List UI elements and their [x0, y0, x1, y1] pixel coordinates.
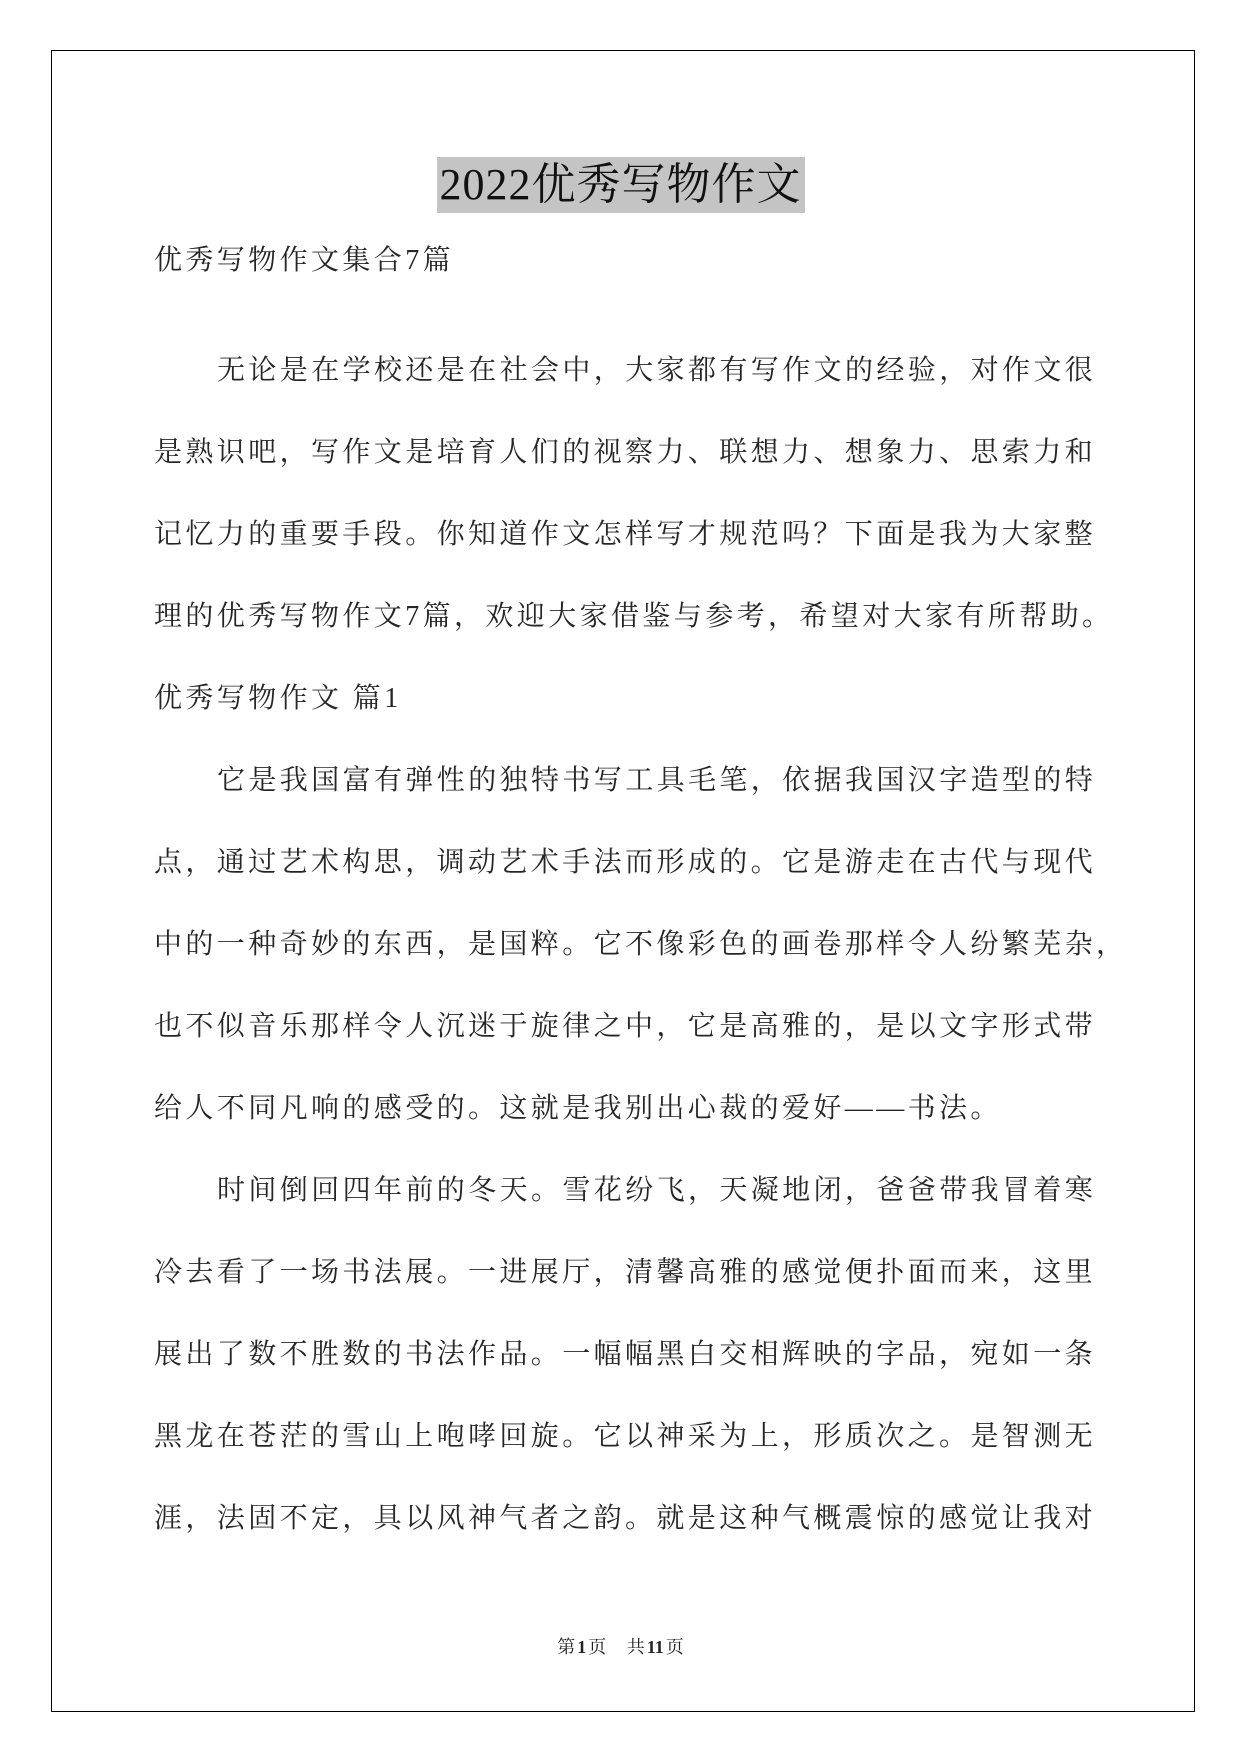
paragraph-line: 理的优秀写物作文7篇，欢迎大家借鉴与参考，希望对大家有所帮助。 — [154, 601, 1114, 632]
paragraph — [154, 1150, 1164, 1560]
paragraph-line: 也不似音乐那样令人沉迷于旋律之中，它是高雅的，是以文字形式带 — [154, 1011, 1097, 1042]
paragraph-line: 无论是在学校还是在社会中，大家都有写作文的经验，对作文很 — [217, 355, 1097, 386]
page-label-prefix: 第 — [557, 1637, 576, 1657]
total-label-suffix: 页 — [665, 1637, 684, 1657]
paragraph-line: 涯，法固不定，具以风神气者之韵。就是这种气概震惊的感觉让我对 — [154, 1503, 1097, 1534]
paragraph-line: 展出了数不胜数的书法作品。一幅幅黑白交相辉映的字品，宛如一条 — [154, 1339, 1097, 1370]
page-indicator — [557, 1637, 611, 1657]
paragraph-line: 记忆力的重要手段。你知道作文怎样写才规范吗？下面是我为大家整 — [154, 519, 1097, 550]
section-heading: 优秀写物作文 篇1 — [154, 683, 402, 714]
paragraph-line: 是熟识吧，写作文是培育人们的视察力、联想力、想象力、思索力和 — [154, 437, 1097, 468]
page-footer — [0, 1636, 1241, 1658]
paragraph-line: 黑龙在苍茫的雪山上咆哮回旋。它以神采为上，形质次之。是智测无 — [154, 1421, 1097, 1452]
paragraph-line: 点，通过艺术构思，调动艺术手法而形成的。它是游走在古代与现代 — [154, 847, 1097, 878]
paragraph-line: 时间倒回四年前的冬天。雪花纷飞，天凝地闭，爸爸带我冒着寒 — [217, 1175, 1097, 1206]
document-subtitle: 优秀写物作文集合7篇 — [154, 245, 455, 276]
document-title: 2022优秀写物作文 — [437, 157, 805, 213]
paragraph-line: 冷去看了一场书法展。一进展厅，清馨高雅的感觉便扑面而来，这里 — [154, 1257, 1097, 1288]
total-pages-indicator — [627, 1637, 684, 1657]
total-pages-number: 11 — [646, 1637, 664, 1657]
intro-paragraph — [154, 330, 1164, 658]
page-label-suffix: 页 — [588, 1637, 607, 1657]
total-label-prefix: 共 — [626, 1637, 645, 1657]
current-page-number: 1 — [577, 1637, 587, 1657]
paragraph-line: 给人不同凡响的感受的。这就是我别出心裁的爱好——书法。 — [154, 1093, 1002, 1124]
title-container — [0, 157, 1241, 213]
paragraph — [154, 740, 1164, 1150]
document-body — [154, 330, 1164, 1560]
paragraph-line: 它是我国富有弹性的独特书写工具毛笔，依据我国汉字造型的特 — [217, 765, 1097, 796]
paragraph-line: 中的一种奇妙的东西，是国粹。它不像彩色的画卷那样令人纷繁芜杂， — [154, 929, 1128, 960]
